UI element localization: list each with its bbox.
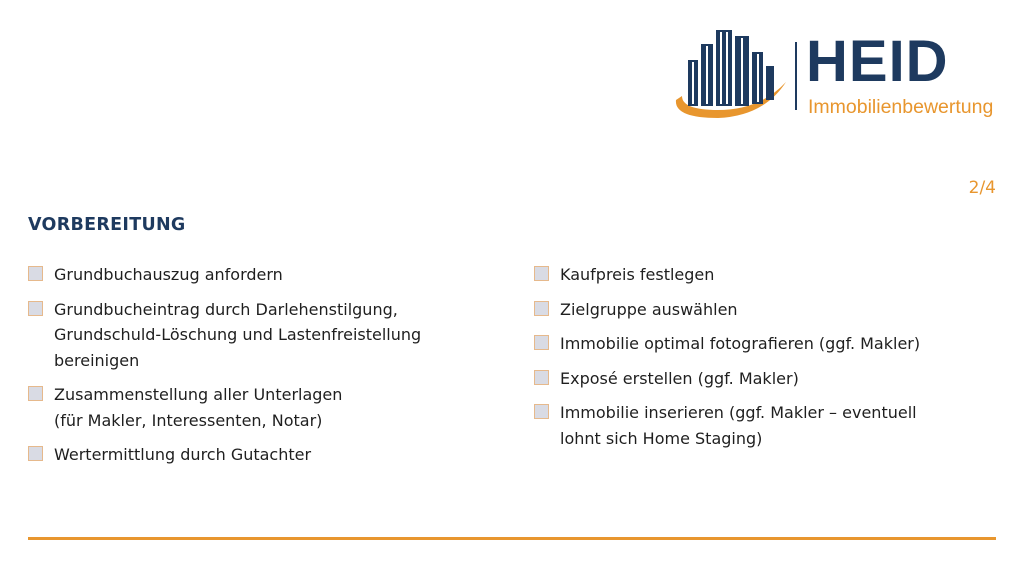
checklist-item-text (560, 262, 714, 288)
checklist-item-line: bereinigen (54, 350, 140, 370)
footer-divider (28, 537, 996, 540)
checkbox[interactable] (28, 266, 43, 281)
checklist-item (534, 400, 1004, 451)
brand-tagline: Immobilienbewertung (808, 96, 994, 118)
checkbox[interactable] (534, 301, 549, 316)
checklist-item (534, 366, 1004, 392)
checkbox[interactable] (28, 301, 43, 316)
checkbox[interactable] (534, 404, 549, 419)
checklist-item-line: Grundbucheintrag durch Darlehenstilgung, (54, 299, 398, 319)
checklist-item-text (560, 331, 920, 357)
checklist-item-text (560, 366, 799, 392)
checkbox[interactable] (534, 335, 549, 350)
checklist-item-line: Zielgruppe auswählen (560, 299, 738, 319)
checklist-item (534, 331, 1004, 357)
checkbox[interactable] (534, 266, 549, 281)
checklist-item (28, 382, 498, 433)
checklist-item-line: Zusammenstellung aller Unterlagen (54, 385, 343, 404)
building-logo-icon (668, 22, 792, 122)
checklist-item-text (560, 297, 738, 323)
checklist-item-line: (für Makler, Interessenten, Notar) (54, 410, 323, 430)
checkbox[interactable] (28, 386, 43, 401)
checklist-item-text (54, 262, 283, 288)
checklist-right (534, 262, 1004, 460)
brand-name: HEID (806, 29, 949, 94)
page-number: 2/4 (968, 178, 996, 198)
checklist-item-line: Immobilie optimal fotografieren (ggf. Makler) (560, 334, 921, 353)
checklist-left (28, 262, 498, 477)
logo-divider (795, 42, 797, 110)
checklist-item-line: Exposé erstellen (ggf. Makler) (560, 368, 799, 388)
company-logo (668, 22, 1008, 122)
checklist-item (28, 442, 498, 468)
checkbox[interactable] (534, 370, 549, 385)
checklist-item-line: Wertermittlung durch Gutachter (54, 445, 312, 464)
checklist-item-line: lohnt sich Home Staging) (560, 428, 763, 448)
checklist-item-line: Immobilie inserieren (ggf. Makler – eventuell (560, 403, 917, 422)
checklist-item-line: Grundschuld-Löschung und Lastenfreistellung (54, 325, 422, 344)
checklist-item-text (54, 297, 421, 374)
checkbox[interactable] (28, 446, 43, 461)
checklist-item (534, 262, 1004, 288)
checklist-item (28, 262, 498, 288)
checklist-item-text (54, 442, 311, 468)
section-title: VORBEREITUNG (28, 215, 186, 235)
checklist-item-line: Grundbuchauszug anfordern (54, 265, 283, 284)
checklist-item-text (54, 382, 342, 433)
checklist-item (534, 297, 1004, 323)
checklist-item (28, 297, 498, 374)
checklist-item-line: Kaufpreis festlegen (560, 265, 715, 284)
checklist-item-text (560, 400, 917, 451)
